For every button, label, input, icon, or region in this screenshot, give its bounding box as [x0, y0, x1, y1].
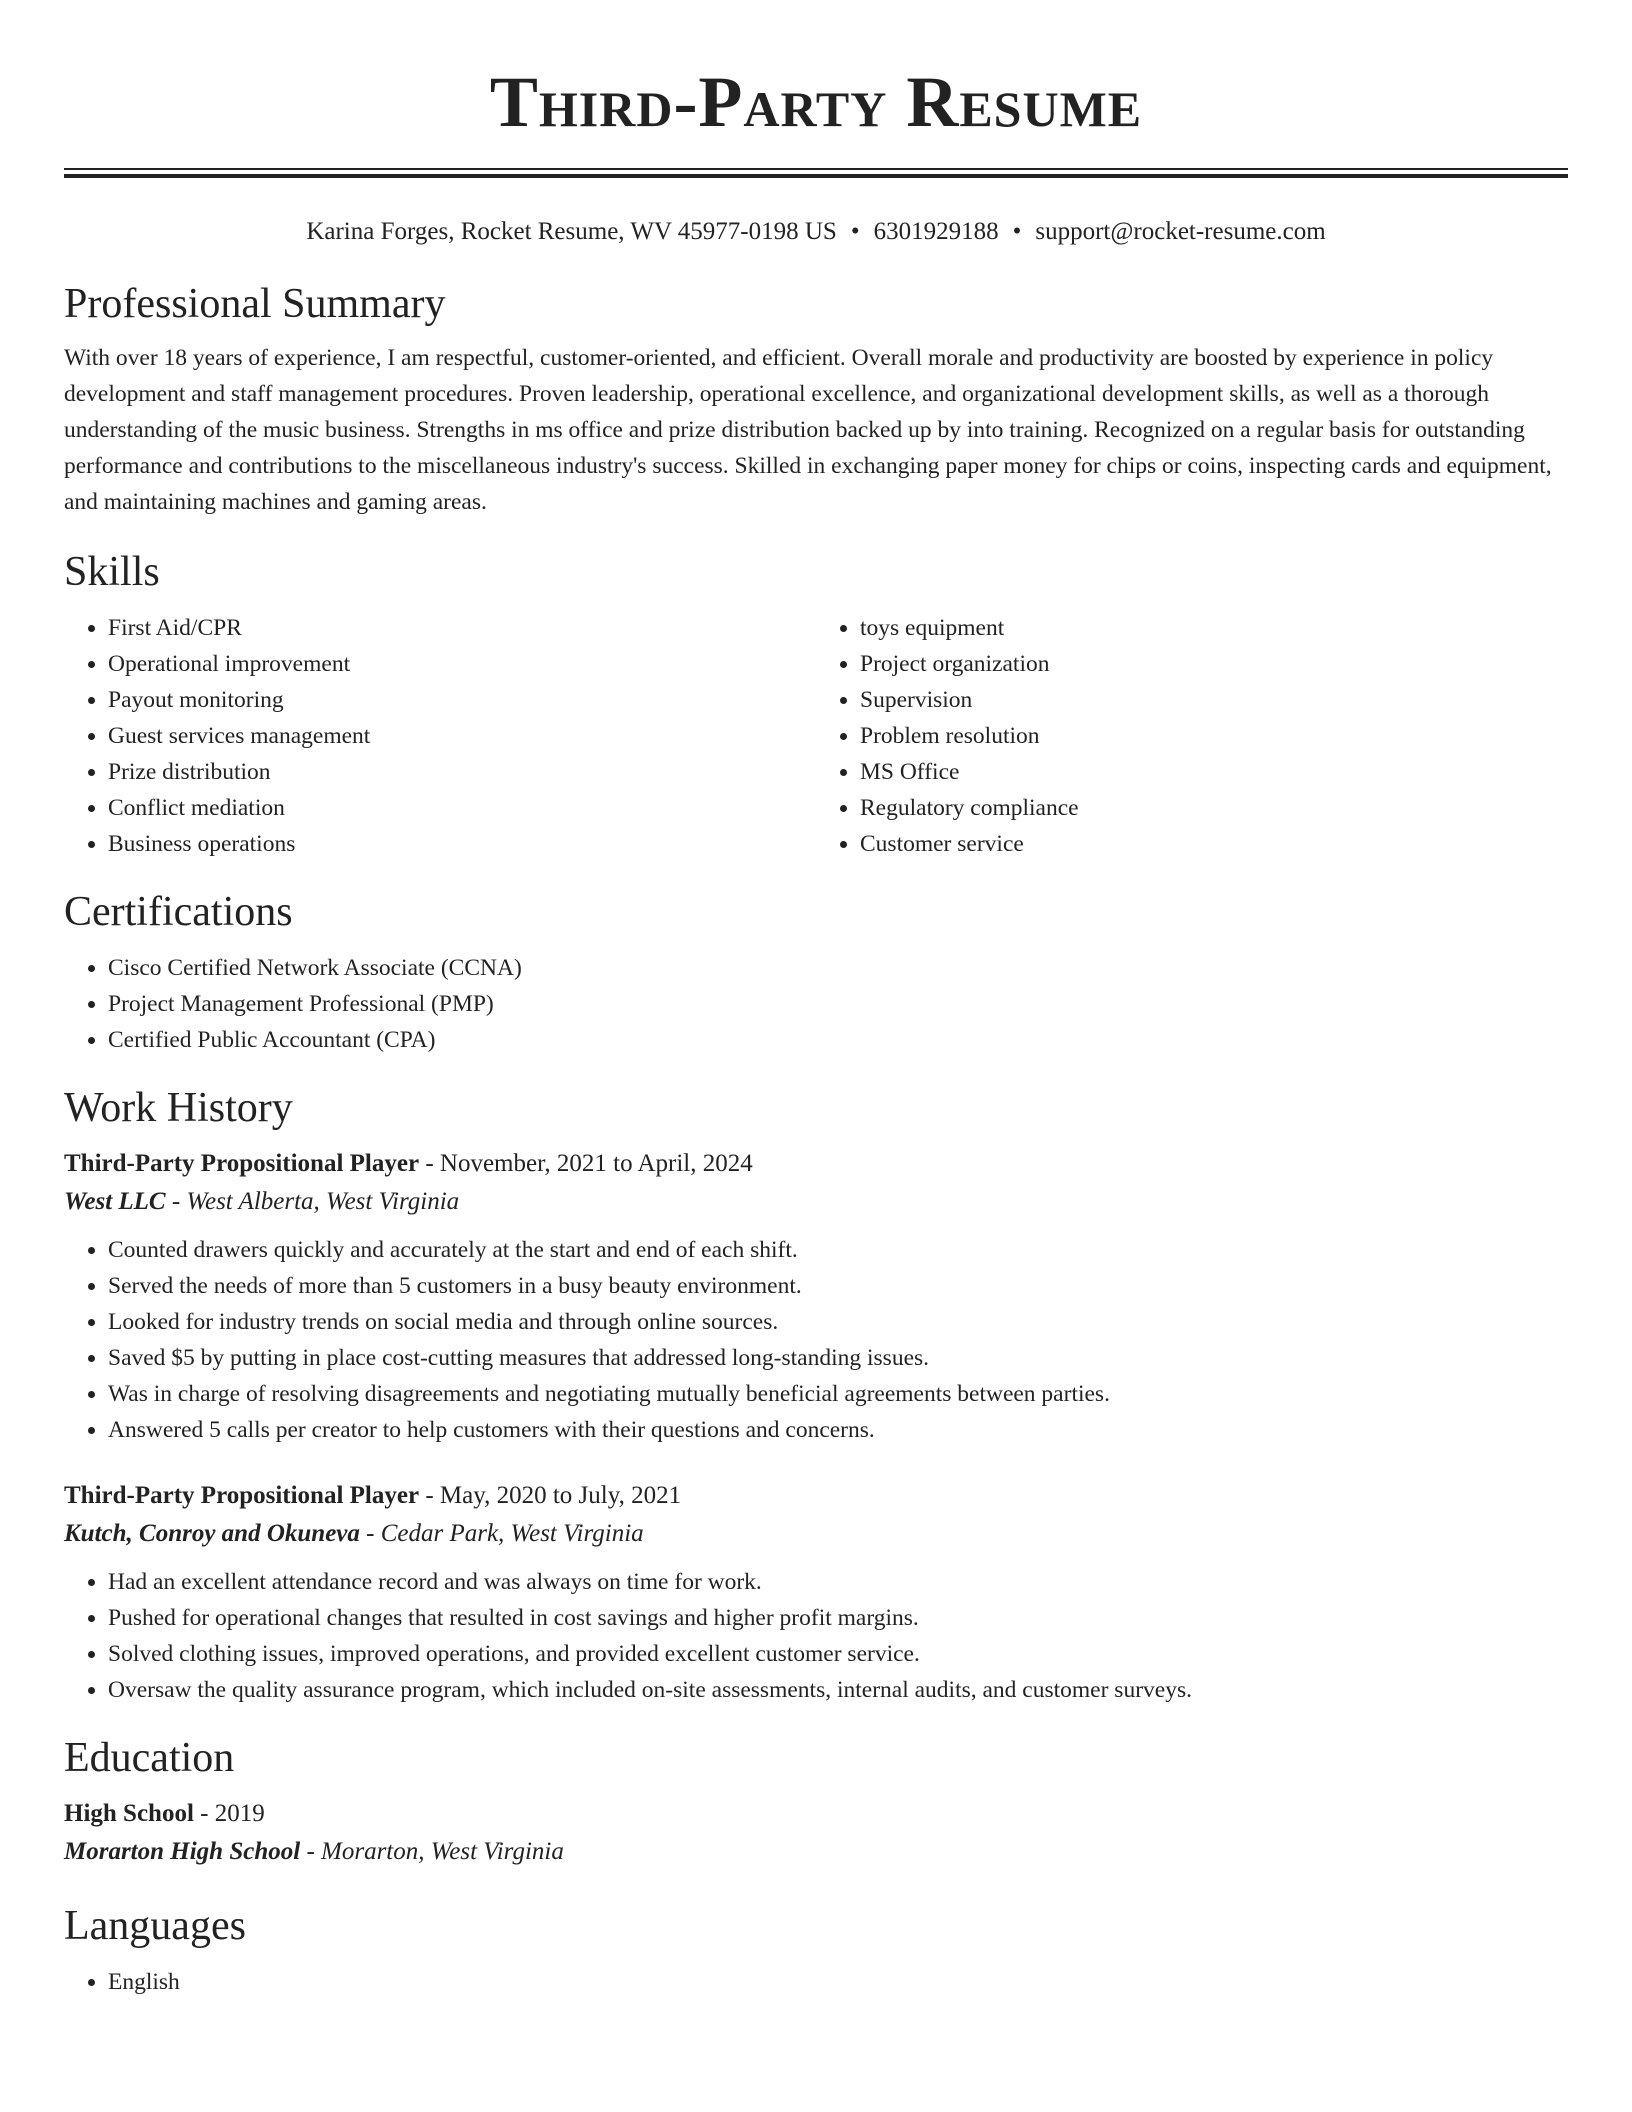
list-item: • Business operations	[108, 826, 816, 862]
languages-section	[64, 1900, 1568, 2000]
certifications-heading: Certifications	[64, 889, 293, 935]
contact-address: Karina Forges, Rocket Resume, WV 45977-0198 US	[306, 218, 837, 245]
skills-list-right	[816, 610, 1568, 862]
list-item: • Operational improvement	[108, 646, 816, 682]
list-item: • toys equipment	[860, 610, 1568, 646]
summary-heading: Professional Summary	[64, 281, 446, 327]
summary-section	[64, 278, 1568, 520]
job-entry	[64, 1146, 1568, 1448]
contact-phone: 6301929188	[873, 218, 999, 245]
contact-line	[64, 216, 1568, 248]
list-item: • Payout monitoring	[108, 682, 816, 718]
job-bullets	[64, 1232, 1568, 1448]
job-location: - West Alberta, West Virginia	[165, 1188, 460, 1215]
list-item: • Was in charge of resolving disagreements and negotiating mutually beneficial agreements between parties.	[108, 1376, 1568, 1412]
list-item: • Saved $5 by putting in place cost-cutting measures that addressed long-standing issues.	[108, 1340, 1568, 1376]
summary-text: With over 18 years of experience, I am respectful, customer-oriented, and efficient. Overall morale and productivity are boosted by experience in policy development and staff management procedures. Proven leadership, operational excellence, and organizational development skills, as well as a thorough understanding of the music business. Strengths in ms office and prize distribution backed up by into training. Recognized on a regular basis for outstanding performance and contributions to the miscellaneous industry's success. Skilled in exchanging paper money for chips or coins, inspecting cards and equipment, and maintaining machines and gaming areas.	[64, 345, 1552, 515]
list-item: • Supervision	[860, 682, 1568, 718]
list-item: • Answered 5 calls per creator to help customers with their questions and concerns.	[108, 1412, 1568, 1448]
job-header	[64, 1478, 1568, 1514]
list-item: • Conflict mediation	[108, 790, 816, 826]
list-item: • Looked for industry trends on social media and through online sources.	[108, 1304, 1568, 1340]
certifications-section	[64, 886, 1568, 1058]
skills-section	[64, 546, 1568, 862]
job-title: Third-Party Propositional Player	[64, 1482, 420, 1509]
job-dates: - May, 2020 to July, 2021	[419, 1482, 682, 1509]
languages-list	[64, 1964, 1568, 2000]
list-item: • Project Management Professional (PMP)	[108, 986, 1568, 1022]
job-company: Kutch, Conroy and Okuneva	[64, 1520, 360, 1547]
list-item: • Served the needs of more than 5 customers in a busy beauty environment.	[108, 1268, 1568, 1304]
list-item: • Cisco Certified Network Associate (CCNA)	[108, 950, 1568, 986]
education-degree: High School	[64, 1800, 194, 1827]
title-divider	[64, 168, 1568, 178]
list-item: • Prize distribution	[108, 754, 816, 790]
job-entry	[64, 1478, 1568, 1708]
job-header	[64, 1146, 1568, 1182]
list-item: • MS Office	[860, 754, 1568, 790]
list-item: • Customer service	[860, 826, 1568, 862]
list-item: • Counted drawers quickly and accurately at the start and end of each shift.	[108, 1232, 1568, 1268]
job-company-line	[64, 1182, 1568, 1222]
list-item: • English	[108, 1964, 1568, 2000]
certifications-list	[64, 950, 1568, 1058]
education-section	[64, 1732, 1568, 1872]
job-company-line	[64, 1514, 1568, 1554]
skills-list-left	[64, 610, 816, 862]
list-item: • Oversaw the quality assurance program, which included on-site assessments, internal audits, and customer surveys.	[108, 1672, 1568, 1708]
work-heading: Work History	[64, 1085, 293, 1131]
resume-title: Third-Party Resume	[489, 62, 1143, 142]
contact-separator: •	[850, 218, 860, 245]
education-heading: Education	[64, 1735, 235, 1781]
job-location: - Cedar Park, West Virginia	[359, 1520, 644, 1547]
skills-heading: Skills	[64, 549, 160, 595]
list-item: • Problem resolution	[860, 718, 1568, 754]
list-item: • Certified Public Accountant (CPA)	[108, 1022, 1568, 1058]
list-item: • First Aid/CPR	[108, 610, 816, 646]
education-location: - Morarton, West Virginia	[300, 1838, 564, 1865]
list-item: • Project organization	[860, 646, 1568, 682]
education-school: Morarton High School	[64, 1838, 301, 1865]
list-item: • Regulatory compliance	[860, 790, 1568, 826]
languages-heading: Languages	[64, 1903, 246, 1949]
list-item: • Solved clothing issues, improved operations, and provided excellent customer service.	[108, 1636, 1568, 1672]
list-item: • Pushed for operational changes that resulted in cost savings and higher profit margins.	[108, 1600, 1568, 1636]
job-company: West LLC	[64, 1188, 166, 1215]
contact-email: support@rocket-resume.com	[1035, 218, 1326, 245]
education-school-line	[64, 1832, 1568, 1872]
job-title: Third-Party Propositional Player	[64, 1150, 420, 1177]
skills-columns	[64, 610, 1568, 862]
contact-separator: •	[1012, 218, 1022, 245]
education-year: - 2019	[193, 1800, 265, 1827]
work-section	[64, 1082, 1568, 1708]
list-item: • Had an excellent attendance record and was always on time for work.	[108, 1564, 1568, 1600]
job-bullets	[64, 1564, 1568, 1708]
job-dates: - November, 2021 to April, 2024	[419, 1150, 753, 1177]
list-item: • Guest services management	[108, 718, 816, 754]
education-header	[64, 1796, 1568, 1832]
education-entry	[64, 1796, 1568, 1872]
